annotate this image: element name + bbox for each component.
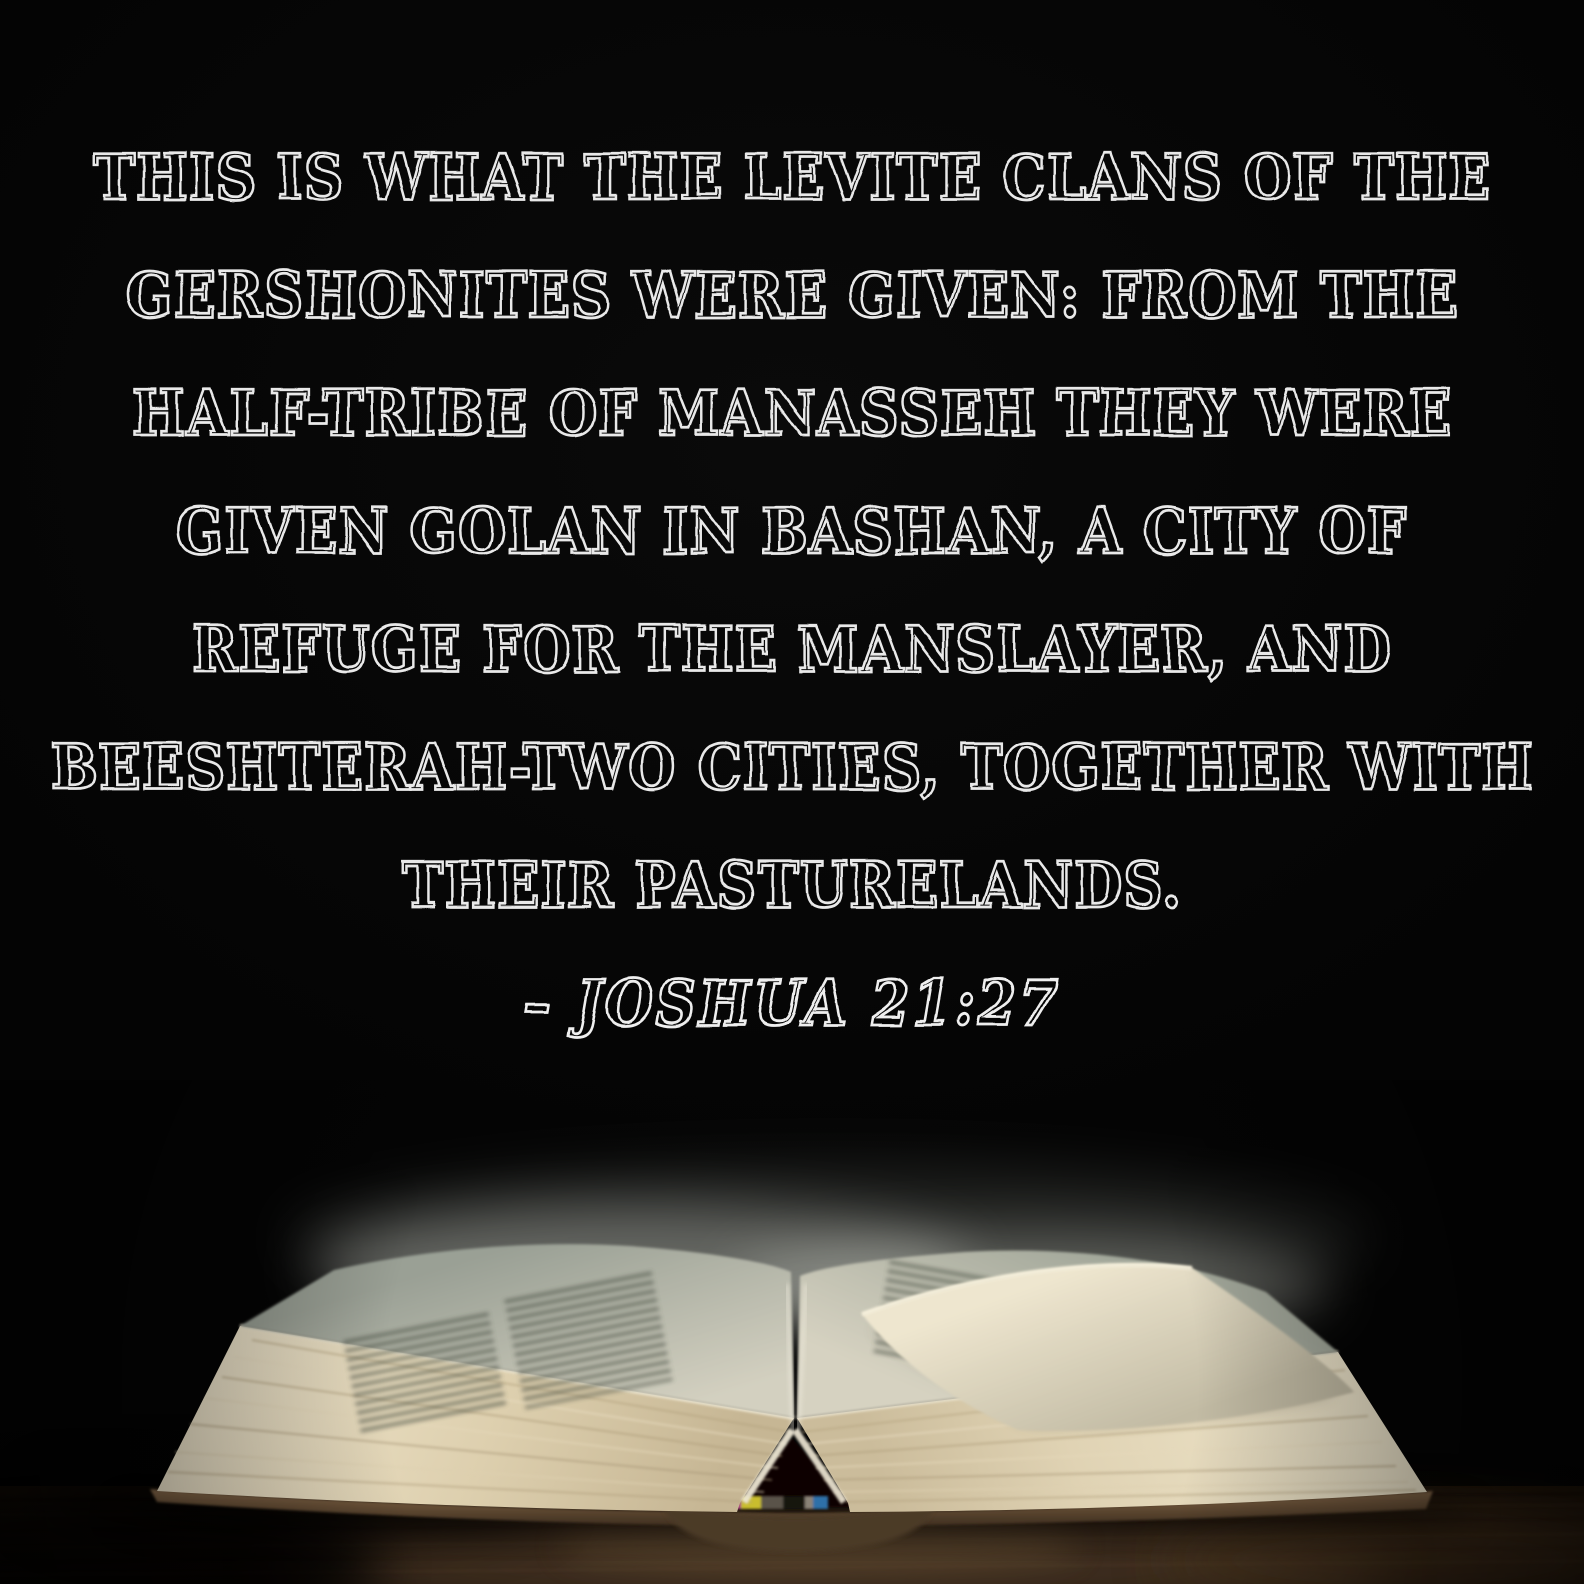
verse-line-4-text: GIVEN GOLAN IN BASHAN, A CITY OF xyxy=(176,494,1408,568)
verse-line-2 xyxy=(0,236,1584,354)
verse-line-6 xyxy=(0,708,1584,826)
verse-line-1-text: THIS IS WHAT THE LEVITE CLANS OF THE xyxy=(93,140,1491,214)
verse-line-1 xyxy=(0,118,1584,236)
verse-reference-text: – JOSHUA 21:27 xyxy=(523,966,1061,1040)
verse-text xyxy=(0,118,1584,1062)
verse-line-3-text: HALF-TRIBE OF MANASSEH THEY WERE xyxy=(132,376,1452,450)
verse-line-3 xyxy=(0,354,1584,472)
verse-reference xyxy=(0,944,1584,1062)
verse-line-4 xyxy=(0,472,1584,590)
verse-line-6-text: BEESHTERAH-TWO CITIES, TOGETHER WITH xyxy=(50,730,1534,804)
verse-line-2-text: GERSHONITES WERE GIVEN: FROM THE xyxy=(125,258,1459,332)
verse-line-5 xyxy=(0,590,1584,708)
verse-line-7 xyxy=(0,826,1584,944)
verse-line-7-text: THEIR PASTURELANDS. xyxy=(401,848,1183,922)
verse-line-5-text: REFUGE FOR THE MANSLAYER, AND xyxy=(191,612,1393,686)
